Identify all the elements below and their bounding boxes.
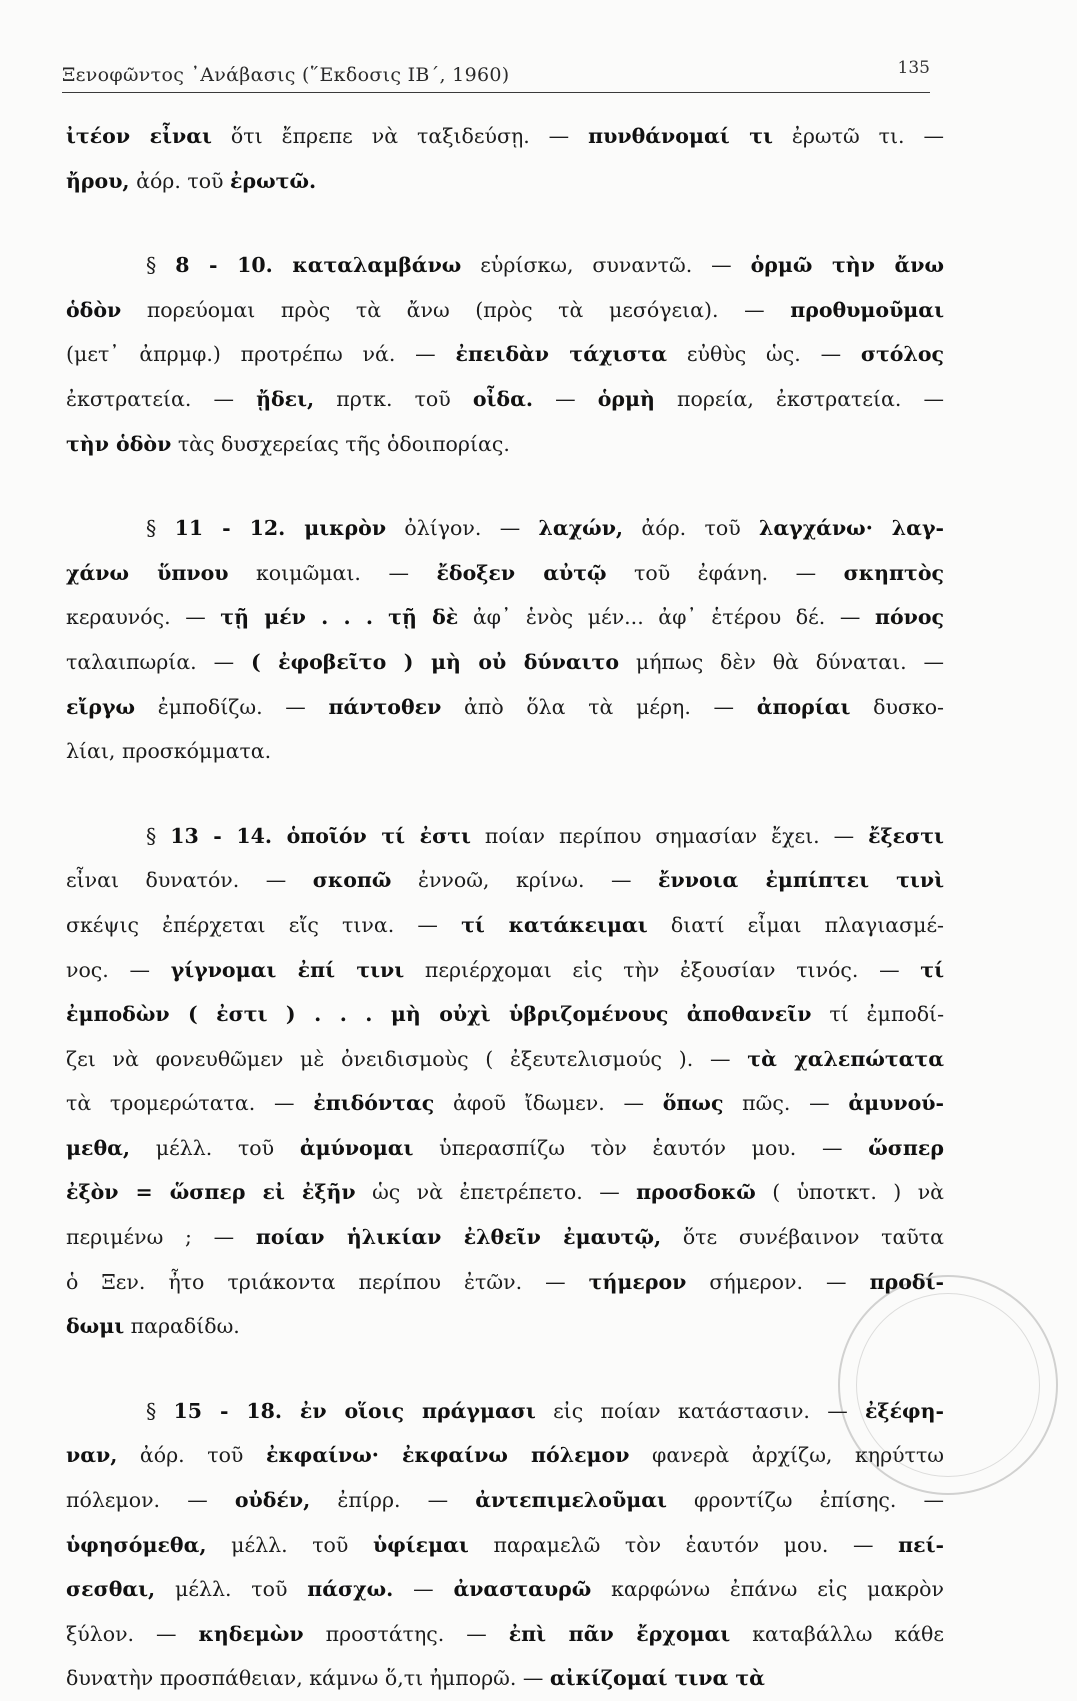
lemma-term: λαχών, [538, 516, 624, 541]
text-line [66, 551, 944, 596]
gloss-text: εἶναι δυνατόν. — [66, 868, 313, 893]
lemma-term: ἀνασταυρῶ [453, 1577, 592, 1602]
gloss-text: ξύλον. — [66, 1621, 199, 1646]
text-line [66, 1612, 944, 1657]
lemma-term: ἔδοξεν αὐτῷ [436, 560, 607, 585]
gloss-text: σήμερον. — [686, 1269, 870, 1294]
gloss-text: πορεία, ἐκστρατεία. — [654, 386, 944, 411]
gloss-text: ἀόρ. τοῦ [129, 168, 231, 193]
text-line [66, 506, 944, 551]
lemma-term: ἐπιδόντας [313, 1091, 435, 1116]
lemma-term: ὑφησόμεθα, [66, 1532, 207, 1557]
text-line [66, 243, 944, 288]
gloss-text: μέλλ. τοῦ [130, 1135, 300, 1160]
lemma-term: τὴν ὁδὸν [66, 431, 172, 456]
text-line [66, 948, 944, 993]
paragraph [66, 1389, 944, 1701]
lemma-term: σκηπτὸς [843, 560, 944, 585]
page-header [62, 52, 930, 93]
lemma-term: 8 - 10. καταλαμβάνω [175, 253, 462, 278]
lemma-term: ἔννοια ἐμπίπτει τινὶ [658, 868, 944, 893]
paragraph [66, 814, 944, 1349]
lemma-term: χάνω ὕπνου [66, 560, 229, 585]
lemma-term: μεθα, [66, 1135, 131, 1160]
lemma-term: 15 - 18. ἐν οἵοις πράγμασι [173, 1398, 536, 1423]
lemma-term: ἐπειδὰν τάχιστα [455, 342, 668, 367]
gloss-text: σκέψις ἐπέρχεται εἴς τινα. — [66, 912, 462, 937]
gloss-text: παραδίδω. [124, 1314, 240, 1339]
gloss-text: ὀλίγον. — [386, 516, 539, 541]
text-line [66, 903, 944, 948]
gloss-text: τὰ τρομερώτατα. — [66, 1091, 314, 1116]
lemma-term: προθυμοῦμαι [790, 297, 944, 322]
gloss-text: πρτκ. τοῦ [314, 386, 473, 411]
gloss-text: καρφώνω ἐπάνω εἰς μακρὸν [591, 1577, 944, 1602]
text-line [66, 422, 944, 467]
gloss-text: ταλαιπωρία. — [66, 649, 251, 674]
text-line [66, 729, 944, 774]
gloss-text: εὑρίσκω, συναντῶ. — [461, 253, 751, 278]
lemma-term: τί [920, 957, 945, 982]
lemma-term: τῇ μέν . . . τῇ δὲ [220, 605, 459, 630]
gloss-text: κεραυνός. — [66, 605, 221, 630]
gloss-text: § [146, 1398, 174, 1423]
lemma-term: ἀμύνομαι [299, 1135, 414, 1160]
page-number: 135 [897, 58, 930, 78]
gloss-text: καταβάλλω κάθε [730, 1621, 945, 1646]
lemma-term: λαγχάνω· λαγ- [759, 516, 944, 541]
gloss-text: ἐρωτῶ τι. — [772, 124, 944, 148]
gloss-text: μήπως δὲν θὰ δύναται. — [619, 649, 944, 674]
text-line [66, 814, 944, 859]
lemma-term: ἀντεπιμελοῦμαι [475, 1488, 667, 1513]
gloss-text: § [146, 516, 175, 541]
gloss-text: μέλλ. τοῦ [206, 1532, 373, 1557]
text-line [66, 377, 944, 422]
lemma-term: τί κατάκειμαι [461, 912, 648, 937]
lemma-term: εἴργω [66, 694, 136, 719]
gloss-text: δυσκο- [850, 694, 944, 719]
lemma-term: πυνθάνομαί τι [588, 124, 773, 148]
lemma-term: ἐκφαίνω· ἐκφαίνω πόλεμον [265, 1443, 630, 1468]
gloss-text: ὅτε συνέβαινον ταῦτα [661, 1225, 944, 1250]
text-line [66, 1523, 944, 1568]
gloss-text: ἐννοῶ, κρίνω. — [391, 868, 659, 893]
lemma-term: προσδοκῶ [636, 1180, 756, 1205]
gloss-text: πῶς. — [723, 1091, 849, 1116]
text-line [66, 114, 944, 159]
gloss-text: ὅτι ἔπρεπε νὰ ταξιδεύσῃ. — [211, 124, 589, 148]
lemma-term: ἐπὶ πᾶν ἔρχομαι [508, 1621, 731, 1646]
text-line [66, 1656, 944, 1701]
gloss-text: προστάτης. — [303, 1621, 509, 1646]
text-line [66, 685, 944, 730]
text-line [66, 1215, 944, 1260]
lemma-term: ἐρωτῶ. [230, 168, 317, 193]
text-line [66, 1567, 944, 1612]
text-line [66, 332, 944, 377]
lemma-term: ( ἐφοβεῖτο ) μὴ οὐ δύναιτο [250, 649, 620, 674]
lemma-term: ὁδὸν [66, 297, 122, 322]
lemma-term: ὅπως [662, 1091, 724, 1116]
gloss-text: περιέρχομαι εἰς τὴν ἐξουσίαν τινός. — [404, 957, 921, 982]
lemma-term: τήμερον [588, 1269, 687, 1294]
gloss-text: νος. — [66, 957, 171, 982]
lemma-term: ἔξεστι [868, 823, 944, 848]
lemma-term: 11 - 12. μικρὸν [174, 516, 387, 541]
paragraph [66, 243, 944, 466]
lemma-term: πόνος [874, 605, 944, 630]
text-line [66, 1389, 944, 1434]
gloss-text: πορεύομαι πρὸς τὰ ἄνω (πρὸς τὰ μεσόγεια). — [121, 297, 791, 322]
text-line [66, 1478, 944, 1523]
gloss-text: § [146, 253, 176, 278]
text-line [66, 159, 944, 204]
gloss-text: τοῦ ἐφάνη. — [606, 560, 844, 585]
lemma-term: προδί- [869, 1269, 944, 1294]
gloss-text: φροντίζω ἐπίσης. — [666, 1488, 945, 1513]
gloss-text: § [146, 823, 171, 848]
gloss-text: λίαι, προσκόμματα. [66, 739, 272, 764]
lemma-term: ναν, [66, 1443, 118, 1468]
gloss-text: ζει νὰ φονευθῶμεν μὲ ὀνειδισμοὺς ( ἐξευτελισμούς ). — [66, 1046, 748, 1071]
lemma-term: πάντοθεν [328, 694, 442, 719]
text-line [66, 1304, 944, 1349]
gloss-text: περιμένω ; — [66, 1225, 256, 1250]
text-line [66, 1037, 944, 1082]
lemma-term: κηδεμὼν [198, 1621, 304, 1646]
text-line [66, 640, 944, 685]
lemma-term: οἶδα. [472, 386, 534, 411]
lemma-term: 13 - 14. ὁποῖόν τί ἐστι [170, 823, 471, 848]
gloss-text: ἀόρ. τοῦ [623, 516, 760, 541]
lemma-term: ὁρμῶ τὴν ἄνω [750, 253, 945, 278]
text-line [66, 288, 944, 333]
gloss-text: ποίαν περίπου σημασίαν ἔχει. — [470, 823, 869, 848]
text-line [66, 595, 944, 640]
lemma-term: ἤρου, [66, 168, 130, 193]
paragraph [66, 114, 944, 203]
lemma-term: τὰ χαλεπώτατα [747, 1046, 944, 1071]
lemma-term: ἐμποδὼν ( ἐστι ) . . . μὴ οὐχὶ ὑβριζομένους ἀποθανεῖν [66, 1002, 812, 1027]
lemma-term: ποίαν ἡλικίαν ἐλθεῖν ἐμαυτῷ, [255, 1225, 662, 1250]
gloss-text: εἰς ποίαν κατάστασιν. — [535, 1398, 865, 1423]
text-line [66, 1260, 944, 1305]
gloss-text: τί ἐμποδί- [811, 1002, 945, 1027]
gloss-text: — [533, 386, 598, 411]
gloss-text: δυνατὴν προσπάθειαν, κάμνω ὅ,τι ἠμπορῶ. — [66, 1666, 550, 1691]
gloss-text: ἐκστρατεία. — [66, 386, 257, 411]
lemma-term: πάσχω. [307, 1577, 394, 1602]
text-line [66, 1433, 944, 1478]
gloss-text: πόλεμον. — [66, 1488, 235, 1513]
gloss-text: ἐμποδίζω. — [135, 694, 329, 719]
lemma-term: ὑφίεμαι [372, 1532, 469, 1557]
lemma-term: ἐξὸν = ὥσπερ εἰ ἐξῆν [66, 1180, 356, 1205]
text-line [66, 858, 944, 903]
lemma-term: ᾔδει, [256, 386, 315, 411]
gloss-text: μέλλ. τοῦ [155, 1577, 308, 1602]
gloss-text: φανερὰ ἀρχίζω, κηρύττω [629, 1443, 944, 1468]
text-line [66, 1081, 944, 1126]
lemma-term: δωμι [66, 1314, 125, 1339]
lemma-term: ἐξέφη- [864, 1398, 944, 1423]
lemma-term: ἀπορίαι [756, 694, 851, 719]
lemma-term: αἰκίζομαί τινα τὰ [549, 1666, 765, 1691]
lemma-term: οὐδέν, [234, 1488, 311, 1513]
lemma-term: πεί- [898, 1532, 945, 1557]
text-line [66, 1126, 944, 1171]
commentary-text [66, 114, 944, 1701]
paragraph [66, 506, 944, 774]
gloss-text: (μετ᾿ ἀπρμφ.) προτρέπω νά. — [66, 342, 456, 367]
lemma-term: ὥσπερ [868, 1135, 944, 1160]
text-line [66, 1170, 944, 1215]
library-stamp-icon [838, 1275, 1058, 1495]
lemma-term: σεσθαι, [66, 1577, 156, 1602]
gloss-text: διατί εἶμαι πλαγιασμέ- [647, 912, 944, 937]
running-title: Ξενοφῶντος ᾿Ανάβασις (῞Εκδοσις ΙΒ΄, 1960) [62, 64, 510, 86]
gloss-text: κοιμῶμαι. — [228, 560, 437, 585]
text-line [66, 992, 944, 1037]
lemma-term: σκοπῶ [312, 868, 392, 893]
gloss-text: ( ὑποτκτ. ) νὰ [755, 1180, 945, 1205]
gloss-text: ὑπερασπίζω τὸν ἑαυτόν μου. — [413, 1135, 869, 1160]
gloss-text: ὁ Ξεν. ἦτο τριάκοντα περίπου ἐτῶν. — [66, 1269, 589, 1294]
gloss-text: — [393, 1577, 454, 1602]
gloss-text: τὰς δυσχερείας τῆς ὁδοιπορίας. [171, 431, 510, 456]
lemma-term: ὁρμὴ [597, 386, 655, 411]
gloss-text: παραμελῶ τὸν ἑαυτόν μου. — [468, 1532, 899, 1557]
lemma-term: ἀμυνού- [848, 1091, 944, 1116]
gloss-text: ἀφ᾿ ἑνὸς μέν... ἀφ᾿ ἑτέρου δέ. — [458, 605, 875, 630]
gloss-text: ὡς νὰ ἐπετρέπετο. — [355, 1180, 637, 1205]
gloss-text: ἀφοῦ ἴδωμεν. — [434, 1091, 663, 1116]
gloss-text: ἀόρ. τοῦ [117, 1443, 266, 1468]
lemma-term: στόλος [860, 342, 944, 367]
lemma-term: ἰτέον εἶναι [66, 124, 212, 148]
gloss-text: ἀπὸ ὅλα τὰ μέρη. — [441, 694, 757, 719]
gloss-text: εὐθὺς ὡς. — [667, 342, 861, 367]
gloss-text: ἐπίρρ. — [310, 1488, 476, 1513]
lemma-term: γίγνομαι ἐπί τινι [170, 957, 405, 982]
